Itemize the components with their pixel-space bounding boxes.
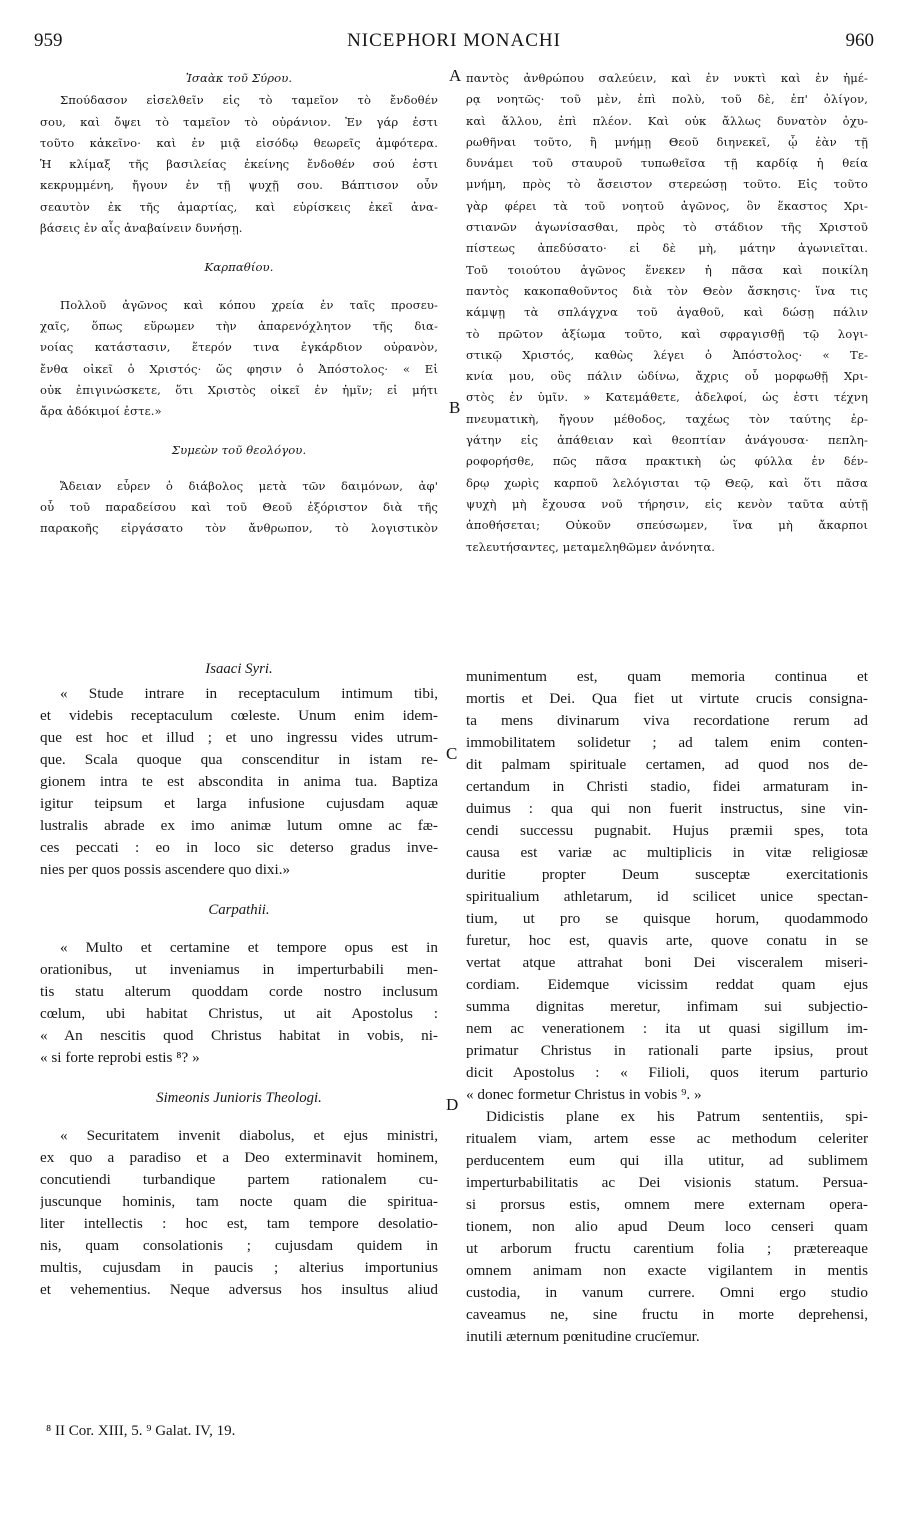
section-title-simeon-greek: Συμεὼν τοῦ θεολόγου.: [171, 443, 307, 458]
text-line: Ἄδειαν εὗρεν ὁ διάβολος μετὰ τῶν δαιμόνων, ἀφ': [60, 478, 438, 493]
margin-marker-a: A: [449, 66, 462, 85]
text-line: cœlum, ubi habitat Christus, ut ait Apostolus :: [40, 1005, 438, 1022]
text-line: καὶ ἄλλου, ἐπὶ πλέον. Καὶ οὐκ ἄλλως δυνατὸν ὀχυ-: [466, 113, 868, 128]
margin-marker-d: D: [446, 1095, 459, 1114]
paragraph-conclusion-latin: [466, 1106, 868, 1348]
text-line: juscunque hominis, tam nocte quam die spiritua-: [40, 1193, 438, 1210]
text-line: duritie propter Deum susceptæ exercitationis: [466, 866, 868, 883]
text-line: si prorsus estis, omnem mere externam opera-: [466, 1196, 868, 1213]
text-line: κάμψῃ τὰ σπλάγχνα τοῦ ἀγαθοῦ, καὶ δώσῃ πάλιν: [466, 305, 868, 320]
text-line: ut arborum fructu carentium folia ; prætereaque: [466, 1240, 868, 1257]
text-line: νοίας κατάστασιν, ἕτερόν τινα ἐγκάρδιον οὐρανὸν,: [40, 340, 438, 355]
text-line: dicit Apostolus : « Filioli, quos iterum parturio: [466, 1064, 868, 1081]
text-line: χαῖς, ὅπως εὕρωμεν τὴν ἀπαρενόχλητον τῆς δια-: [40, 318, 438, 333]
section-title-isaac-latin: Isaaci Syri.: [205, 661, 273, 677]
text-line: ἄρα ἀδόκιμοί ἐστε.»: [40, 404, 162, 419]
text-line: ψυχὴ μὴ ἔχουσα νοῦ τήρησιν, εἰς κενὸν ταῦτα αὐτῇ: [466, 496, 868, 511]
text-line: Ἡ κλίμαξ τῆς βασιλείας ἐκείνης ἔνδοθέν σού ἐστι: [40, 157, 438, 172]
paragraph-simeon-latin: [40, 1125, 438, 1301]
text-line: « donec formetur Christus in vobis ⁹. »: [466, 1086, 702, 1103]
text-line: ta mens divinarum viva recordatione rerum ad: [466, 712, 868, 729]
text-line: tis statu alterum quoddam corde nostro inclusum: [40, 983, 438, 1000]
text-line: primatur Christus in rationali parte ipsius, prout: [466, 1042, 868, 1059]
greek-left-column: [40, 68, 438, 540]
footnotes: ⁸ II Cor. XIII, 5. ⁹ Galat. IV, 19.: [46, 1423, 236, 1439]
text-line: concutiendi turbandique partem rationalem cu-: [40, 1171, 438, 1188]
text-line: imperturbabilitatis ac Dei visionis statum. Persua-: [466, 1174, 868, 1191]
text-line: μνήμη, πρὸς τὸ ἄσειστον στερεώσῃ τοῦτο. Εἰς τοῦτο: [466, 177, 868, 192]
text-line: πίστεως ἀπεδύσατο· εἰ δὲ μὴ, μάτην ἀγωνιεῖται.: [466, 241, 868, 256]
text-line: ces peccati : eo in loco sic deterso gradus inve-: [40, 839, 438, 856]
text-line: igitur teipsum et larga infusione cujusdam aquæ: [40, 795, 438, 812]
text-line: τὸ πρῶτον ἀξίωμα τοῦτο, καὶ σφραγισθῇ τῷ λογι-: [466, 326, 868, 341]
text-line: multis, cujusdam in paucis ; alterius importunius: [40, 1259, 438, 1276]
text-line: ρωθῆναι τοῦτο, ἢ μνήμῃ Θεοῦ διηνεκεῖ, ᾧ ἐὰν τῇ: [466, 134, 868, 149]
paragraph-carpathius-greek: [40, 295, 438, 423]
text-line: mortis et Dei. Qua fiet ut virtute crucis consigna-: [466, 690, 868, 707]
text-line: nem ac venerationem : ita ut quasi sigillum im-: [466, 1020, 868, 1037]
running-head: NICEPHORI MONACHI: [347, 30, 561, 51]
text-line: vertat atque attrahat boni Dei visceralem miseri-: [466, 954, 868, 971]
text-line: perducentem eum qui illa utitur, ad sublimem: [466, 1152, 868, 1169]
text-line: παντὸς κακοπαθοῦντος διὰ τὸν Θεὸν ἄσκησις· ἵνα τις: [466, 283, 868, 298]
text-line: inutili æternum pœnitudine crucïemur.: [466, 1328, 700, 1345]
text-line: nis, quam consolationis ; cujusdam quidem in: [40, 1237, 438, 1254]
text-line: παρακοῆς εἰργάσατο τὸν ἄνθρωπον, τὸ λογιστικὸν: [40, 521, 438, 536]
text-line: κνία μου, οὓς πάλιν ὠδίνω, ἄχρις οὗ μορφωθῇ Χρι-: [466, 369, 868, 384]
text-line: duimus : qua qui non fuerit instructus, sine vin-: [466, 800, 868, 817]
text-line: immobilitatem solidetur ; ad talem enim conten-: [466, 734, 868, 751]
text-line: gionem intra te est abscondita in anima tua. Baptiza: [40, 773, 438, 790]
text-line: ἔνθα οἰκεῖ ὁ Χριστός· ὥς φησιν ὁ Ἀπόστολος· « Εἰ: [40, 361, 438, 376]
text-line: οὗ τοῦ παραδείσου καὶ τοῦ Θεοῦ ἐξόριστον διὰ τῆς: [40, 500, 438, 515]
text-line: σου, καὶ ὄψει τὸ ταμεῖον τὸ οὐράνιον. Ἐν γάρ ἐστι: [40, 114, 438, 129]
text-line: πνευματικὴ, ἤγουν μέθοδος, ταχέως τὸν ταύτης ἐρ-: [466, 411, 868, 426]
text-line: tium, ut pro se quisque horum, quodammodo: [466, 910, 868, 927]
text-line: « Stude intrare in receptaculum intimum tibi,: [60, 685, 438, 702]
text-line: dit palmam spirituale certamen, ad quod nos de-: [466, 756, 868, 773]
text-line: nies per quos possis ascendere quo dixi.»: [40, 861, 291, 878]
text-line: cendi successu pugnabit. Hujus præmii spes, tota: [466, 822, 868, 839]
text-line: omnem animam non exacte vigilantem in mentis: [466, 1262, 868, 1279]
text-line: Didicistis plane ex his Patrum sententiis, spi-: [486, 1108, 868, 1125]
text-line: cordiam. Eidemque vicissim reddat quam ejus: [466, 976, 868, 993]
text-line: Τοῦ τοιούτου ἀγῶνος ἕνεκεν ἡ πᾶσα καὶ ποικίλη: [466, 262, 868, 277]
text-line: παντὸς ἀνθρώπου σαλεύειν, καὶ ἐν νυκτὶ καὶ ἐν ἡμέ-: [466, 71, 868, 85]
text-line: tionem, non alio apud Deum loco censeri quam: [466, 1218, 868, 1235]
text-line: certandum in Christi stadio, fidei armaturam in-: [466, 778, 868, 795]
text-line: στὸς ἐν ὑμῖν. » Κατεμάθετε, ἀδελφοί, ὡς ἐστι τέχνη: [466, 390, 868, 405]
text-line: σεαυτὸν ἐκ τῆς ἁμαρτίας, καὶ εὑρίσκεις ἐκεῖ ἀνα-: [40, 199, 438, 214]
text-line: ex quo a paradiso et a Deo exterminavit hominem,: [40, 1149, 438, 1166]
section-title-carpathius-greek: Καρπαθίου.: [204, 260, 274, 275]
text-line: « Multo et certamine et tempore opus est in: [60, 939, 438, 956]
paragraph-isaac-greek: [40, 90, 438, 239]
text-line: τοῦτο κἀκεῖνο· καὶ ἐν μιᾷ εἰσόδῳ θεωρεῖς ἀμφότερα.: [40, 135, 438, 150]
text-line: custodia, in vanum currere. Omni ergo studio: [466, 1284, 868, 1301]
margin-marker-c: C: [446, 744, 458, 763]
page-number-left: 959: [34, 30, 63, 51]
text-line: summa dignitas meretur, infimam sui subjectio-: [466, 998, 868, 1015]
text-line: οὐκ ἐπιγινώσκετε, ὅτι Χριστὸς οἰκεῖ ἐν ἡμῖν; εἰ μήτι: [40, 382, 438, 397]
paragraph-carpathius-latin: [40, 937, 438, 1069]
text-line: κεκρυμμένη, ἤγουν ἐν τῇ ψυχῇ σου. Βάπτισον οὖν: [40, 178, 438, 193]
text-line: liter intellectis : hoc est, tam tempore desolatio-: [40, 1215, 438, 1232]
page-number-right: 960: [845, 30, 874, 51]
margin-marker-b: B: [449, 398, 461, 417]
text-line: τελευτήσαντες, μεταμεληθῶμεν ἀνόνητα.: [466, 539, 716, 554]
text-line: γὰρ φέρει τὰ τοῦ νοητοῦ ἀγῶνος, ὃν ἕκαστος Χρι-: [466, 198, 868, 213]
text-line: Σπούδασον εἰσελθεῖν εἰς τὸ ταμεῖον τὸ ἔνδοθέν: [60, 93, 438, 108]
text-line: ρᾳ νοητῶς· τοῦ μὲν, ἐπὶ πολὺ, τοῦ δὲ, ἐπ' ὀλίγον,: [466, 92, 868, 107]
text-line: orationibus, ut inveniamus in imperturbabili men-: [40, 961, 438, 978]
section-title-carpathius-latin: Carpathii.: [208, 902, 270, 918]
paragraph-simeon-latin-continued: [466, 666, 868, 1106]
text-line: que. Scala quoque qua conscenditur in istam re-: [40, 751, 438, 768]
text-line: « Securitatem invenit diabolus, et ejus ministri,: [60, 1127, 438, 1144]
page-header: [34, 30, 874, 56]
text-line: Πολλοῦ ἀγῶνος καὶ κόπου χρεία ἐν ταῖς προσευ-: [60, 297, 438, 312]
text-line: caveamus ne, sine fructu in morte deprehensi,: [466, 1306, 868, 1323]
text-line: στικῷ Χριστός, καθὼς λέγει ὁ Ἀπόστολος· « Τε-: [466, 347, 868, 362]
text-line: « An nescitis quod Christus habitat in vobis, ni-: [40, 1027, 438, 1044]
text-line: βάσεις ἐν αἷς ἀναβαίνειν δυνήσῃ.: [40, 221, 243, 236]
text-line: et vehementius. Neque adversus hos insultus aliud: [40, 1281, 438, 1298]
text-line: et videbis receptaculum cœleste. Unum enim idem-: [40, 707, 438, 724]
latin-right-column: [466, 666, 868, 1348]
text-line: ἀποθήσεται; Οὐκοῦν σπεύσωμεν, ἵνα μὴ ἄκαρποι: [466, 518, 868, 533]
section-title-simeon-latin: Simeonis Junioris Theologi.: [156, 1090, 322, 1106]
text-line: στιανῶν ἀγωνίσασθαι, πρὸς τὸ στάδιον τῆς Χριστοῦ: [466, 220, 868, 235]
text-line: lustralis abrade ex imo animæ lutum omne ac fæ-: [40, 817, 438, 834]
text-line: causa est variæ ac multiplicis in vitæ religiosæ: [466, 844, 868, 861]
section-title-isaac-greek: Ἰσαὰκ τοῦ Σύρου.: [185, 71, 293, 85]
text-line: ροφορήσθε, πῶς πᾶσα πρακτικὴ ὡς φύλλα ἐν δέν-: [466, 454, 868, 469]
text-line: que est hoc et illud ; et uno ingressu vides utrum-: [40, 729, 438, 746]
greek-right-column: [466, 68, 868, 558]
text-line: munimentum est, quam memoria continua et: [466, 668, 868, 685]
paragraph-simeon-greek: [40, 476, 438, 540]
paragraph-isaac-latin: [40, 683, 438, 881]
text-line: γάτην εἰς ἀπάθειαν καὶ θεοπτίαν ἀνάγουσα· πεπλη-: [466, 433, 868, 448]
text-line: furetur, hoc est, quavis arte, quove conatu in se: [466, 932, 868, 949]
text-line: « si forte reprobi estis ⁸? »: [40, 1049, 200, 1066]
text-line: ritualem viam, artem esse ac methodum celeriter: [466, 1130, 868, 1147]
text-line: δρῳ χωρὶς καρποῦ λελόγισται τῷ Θεῷ, καὶ ὅτι πᾶσα: [466, 475, 868, 490]
latin-left-column: [40, 658, 438, 1301]
text-line: δυνάμει τοῦ σταυροῦ τυπωθεῖσα τῇ καρδίᾳ ἡ θεία: [466, 156, 868, 171]
text-line: spiritualium athletarum, id scilicet unice spectan-: [466, 888, 868, 905]
